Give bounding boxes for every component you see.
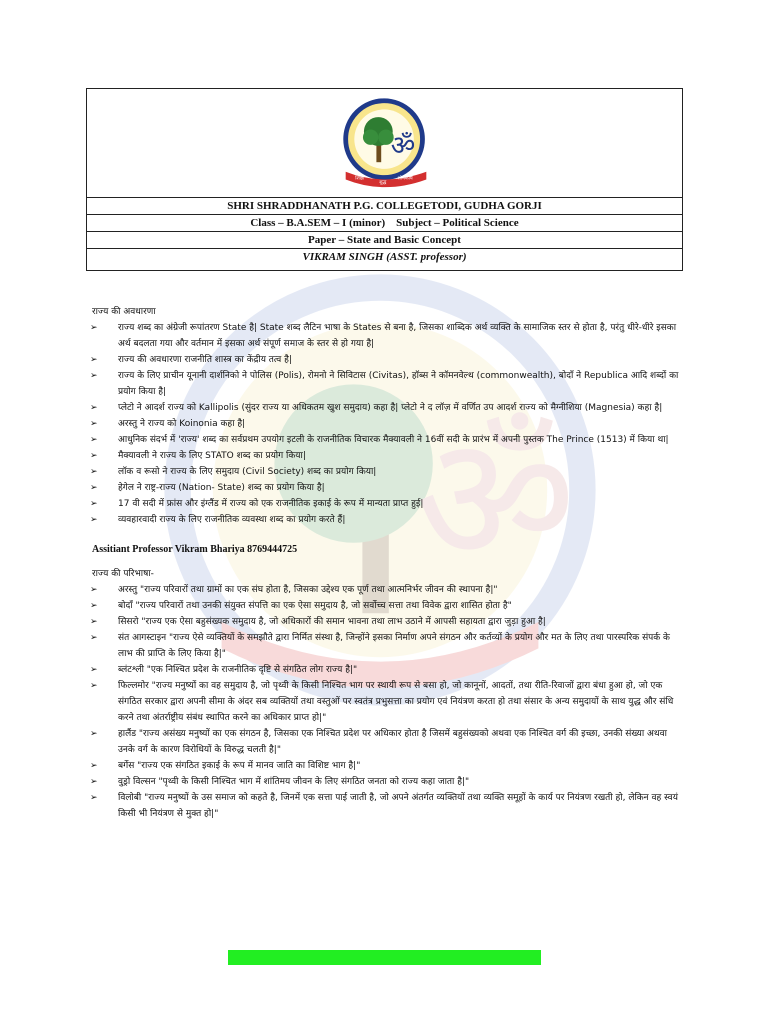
list-item [92,480,682,496]
bullet-arrow-icon: ➢ [90,435,98,445]
concept-item-text: राज्य की अवधारणा राजनीति शास्त्र का केंद्रीय तत्व है| [118,355,292,365]
svg-text:ॐ: ॐ [390,130,416,162]
definition-item-text: बोदाँ "राज्य परिवारों तथा उनकी संयुक्त संपत्ति का एक ऐसा समुदाय है, जो सर्वोच्च सत्ता तथा विवेक द्वारा शासित होता है" [118,601,512,611]
bullet-arrow-icon: ➢ [90,729,98,739]
concept-item-text: अरस्तु ने राज्य को Koinonia कहा है| [118,419,246,429]
concept-item-text: 17 वी सदी में फ्रांस और इंग्लैंड में राज्य को एक राजनीतिक इकाई के रूप में मान्यता प्राप्त हुई| [118,499,424,509]
list-item [92,774,682,790]
bullet-arrow-icon: ➢ [90,777,98,787]
definition-item-text: फिल्लमोर "राज्य मनुष्यों का वह समुदाय है, जो पृथ्वी के किसी निश्चित भाग पर स्थायी रूप से बसा हो, जो कानूनों, आदतों, तथा रीति-रिवाजों द्वारा बंधा हुआ हो, जो एक संगठित सरकार द्वारा अपनी सीमा के अंदर सब व्यक्तियों तथा वस्तुओं पर स्वतंत्र प्रभुसत्ता का प्रयोग एवं नियंत्रण करता हो तथा संसार के अन्य समुदायों के साथ युद्ध और संधि करने तथा अंतर्राष्ट्रीय संबंध स्थापित करने का अधिकार प्राप्त हो|" [118,681,674,723]
paper-title: Paper – State and Basic Concept [87,232,682,249]
definition-item-text: हालैंड "राज्य असंख्य मनुष्यों का एक संगठन है, जिसका एक निश्चित प्रदेश पर अधिकार होता है जिसमें बहुसंख्यको अथवा एक निश्चित वर्ग की इच्छा, उनकी संख्या अथवा उनके वर्ग के कारण विरोधियों के विरुद्ध चलती है|" [118,729,667,755]
assistant-professor-line: Assitiant Professor Vikram Bhariya 8769444725 [92,544,298,555]
definition-item-text: विलोबी "राज्य मनुष्यों के उस समाज को कहते है, जिनमें एक सत्ता पाई जाती है, जो अपने अंतर्गत व्यक्तियों तथा व्यक्ति समूहों के कार्य पर नियंत्रण रखती हो, लेकिन वह स्वयं किसी भी नियंत्रण से मुक्त हो|" [118,793,678,819]
teacher-name: VIKRAM SINGH (ASST. professor) [302,251,467,263]
college-name: SHRI SHRADDHANATH P.G. COLLEGETODI, GUDHA GORJI [87,198,682,215]
bullet-arrow-icon: ➢ [90,451,98,461]
list-item [92,726,682,758]
bullet-arrow-icon: ➢ [90,585,98,595]
concept-item-text: आधुनिक संदर्भ में 'राज्य' शब्द का सर्वप्रथम उपयोग इटली के राजनीतिक विचारक मैक्यावली ने 16वीं सदी के प्रारंभ में अपनी पुस्तक The Prince (1513) में किया था| [118,435,669,445]
highlight-bar [228,950,541,965]
list-item [92,320,682,352]
ribbon-word-2: शुद्ध [379,180,387,186]
bullet-arrow-icon: ➢ [90,665,98,675]
bullet-arrow-icon: ➢ [90,681,98,691]
concept-item-text: प्लेटो ने आदर्श राज्य को Kallipolis (सुंदर राज्य या अधिकतम खुश समुदाय) कहा है| प्लेटो ने द लॉज़ में वर्णित उप आदर्श राज्य को मैग्नीशिया (Magnesia) कहा है| [118,403,663,413]
list-item [92,790,682,822]
list-item [92,512,682,528]
bullet-arrow-icon: ➢ [90,515,98,525]
bullet-arrow-icon: ➢ [90,601,98,611]
list-item [92,678,682,726]
ribbon-word-1: शिक्षा [355,176,365,182]
list-item [92,432,682,448]
list-item [92,662,682,678]
list-item [92,758,682,774]
bullet-arrow-icon: ➢ [90,793,98,803]
logo-cell [87,89,682,198]
ribbon-word-3: शोधकार्य [397,176,413,182]
concept-item-text: लॉक व रूसो ने राज्य के लिए समुदाय (Civil Society) शब्द का प्रयोग किया| [118,467,377,477]
definition-item-text: वुड्रो विल्सन "पृथ्वी के किसी निश्चित भाग में शांतिमय जीवन के लिए संगठित जनता को राज्य कहा जाता है|" [118,777,470,787]
class-subject-line: Class – B.A.SEM – I (minor) Subject – Political Science [87,215,682,232]
bullet-arrow-icon: ➢ [90,403,98,413]
definition-item-text: संत आगस्टाइन "राज्य ऐसे व्यक्तियों के समझौते द्वारा निर्मित संस्था है, जिन्होंने इसका निर्माण अपने संगठन और कर्तव्यों के प्रयोग और मत के लिए तथा पारस्परिक संपर्क के लाभ की प्राप्ति के लिए किया है|" [118,633,670,659]
bullet-arrow-icon: ➢ [90,633,98,643]
list-item [92,496,682,512]
concept-item-text: व्यवहारवादी राज्य के लिए राजनीतिक व्यवस्था शब्द का प्रयोग करते हैं| [118,515,346,525]
definition-item-text: अरस्तु "राज्य परिवारों तथा ग्रामों का एक संघ होता है, जिसका उद्देश्य एक पूर्ण तथा आत्मनिर्भर जीवन की स्थापना है|" [118,585,498,595]
bullet-arrow-icon: ➢ [90,323,98,333]
bullet-arrow-icon: ➢ [90,355,98,365]
list-item [92,464,682,480]
college-logo [337,95,435,191]
concept-item-text: मैक्यावली ने राज्य के लिए STATO शब्द का प्रयोग किया| [118,451,306,461]
list-item [92,400,682,416]
document-body [92,304,682,822]
header-box [86,88,683,271]
section-heading-concept: राज्य की अवधारणा [92,307,156,317]
bullet-arrow-icon: ➢ [90,761,98,771]
bullet-arrow-icon: ➢ [90,419,98,429]
definitions-list [92,582,682,822]
list-item [92,598,682,614]
bullet-arrow-icon: ➢ [90,499,98,509]
bullet-arrow-icon: ➢ [90,617,98,627]
concept-item-text: राज्य शब्द का अंग्रेजी रूपांतरण State है| State शब्द लैटिन भाषा के States से बना है, जिसका शाब्दिक अर्थ व्यक्ति के सामाजिक स्तर से होता है, परंतु धीरे-धीरे इसका अर्थ बदलता गया और वर्तमान में इसका अर्थ संपूर्ण समाज के स्तर से हो गया है| [118,323,677,349]
bullet-arrow-icon: ➢ [90,371,98,381]
section-heading-definitions: राज्य की परिभाषा- [92,569,154,579]
svg-text:ॐ: ॐ [415,397,576,603]
list-item [92,614,682,630]
list-item [92,416,682,432]
list-item [92,630,682,662]
concept-item-text: राज्य के लिए प्राचीन यूनानी दार्शनिको ने पोलिस (Polis), रोमनो ने सिविटास (Civitas), हॉब्स ने कॉमनवेल्थ (commonwealth), बोदाँ ने Republica आदि शब्दों का प्रयोग किया है| [118,371,679,397]
definition-item-text: ब्लंटश्ली "एक निश्चित प्रदेश के राजनीतिक दृष्टि से संगठित लोग राज्य है|" [118,665,358,675]
concept-list [92,320,682,528]
bullet-arrow-icon: ➢ [90,467,98,477]
list-item [92,448,682,464]
definition-item-text: सिसरो "राज्य एक ऐसा बहुसंख्यक समुदाय है, जो अधिकारों की समान भावना तथा लाभ उठाने में आपसी सहायता द्वारा जुड़ा हुआ है| [118,617,546,627]
list-item [92,582,682,598]
concept-item-text: हेगेल ने राष्ट्र-राज्य (Nation- State) शब्द का प्रयोग किया है| [118,483,325,493]
definition-item-text: बर्गेस "राज्य एक संगठित इकाई के रूप में मानव जाति का विशिष्ट भाग है|" [118,761,361,771]
bullet-arrow-icon: ➢ [90,483,98,493]
list-item [92,352,682,368]
list-item [92,368,682,400]
